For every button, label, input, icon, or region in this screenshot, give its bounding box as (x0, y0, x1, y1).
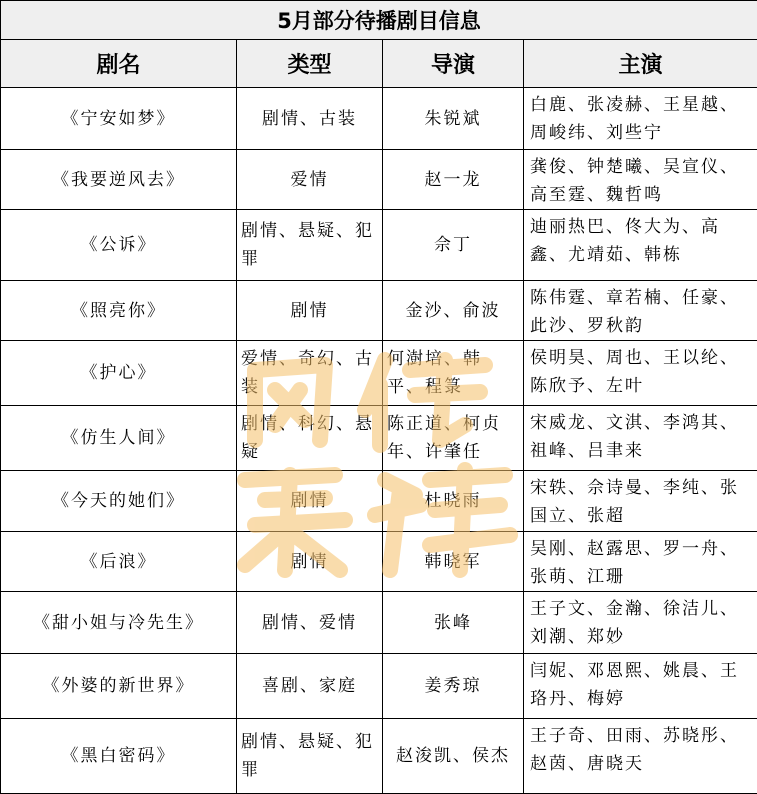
drama-name: 《照亮你》 (1, 281, 237, 341)
drama-cast: 迪丽热巴、佟大为、高鑫、尤靖茹、韩栋 (524, 210, 757, 281)
drama-cast: 王子奇、田雨、苏晓彤、赵茵、唐晓天 (524, 719, 757, 794)
drama-director: 朱锐斌 (383, 88, 524, 150)
drama-director: 张峰 (383, 592, 524, 654)
drama-director: 陈正道、柯贞年、许肇任 (383, 406, 524, 471)
drama-cast: 宋威龙、文淇、李鸿其、祖峰、吕聿来 (524, 406, 757, 471)
drama-genre: 剧情 (237, 532, 383, 592)
header-name: 剧名 (1, 40, 237, 88)
drama-cast: 宋轶、佘诗曼、李纯、张国立、张超 (524, 471, 757, 532)
drama-name: 《我要逆风去》 (1, 150, 237, 210)
drama-cast: 吴刚、赵露思、罗一舟、张萌、江珊 (524, 532, 757, 592)
drama-director: 姜秀琼 (383, 654, 524, 719)
drama-genre: 剧情、爱情 (237, 592, 383, 654)
drama-genre: 喜剧、家庭 (237, 654, 383, 719)
drama-cast: 侯明昊、周也、王以纶、陈欣予、左叶 (524, 341, 757, 406)
table-row (1, 281, 757, 341)
drama-name: 《公诉》 (1, 210, 237, 281)
drama-genre: 剧情、悬疑、犯罪 (237, 719, 383, 794)
drama-director: 佘丁 (383, 210, 524, 281)
table-title: 5月部分待播剧目信息 (1, 1, 757, 40)
header-row (1, 40, 757, 88)
drama-cast: 陈伟霆、章若楠、任豪、此沙、罗秋韵 (524, 281, 757, 341)
drama-director: 韩晓军 (383, 532, 524, 592)
table-row (1, 88, 757, 150)
header-cast: 主演 (524, 40, 757, 88)
table-row (1, 654, 757, 719)
drama-director: 杜晓雨 (383, 471, 524, 532)
drama-name: 《仿生人间》 (1, 406, 237, 471)
drama-genre: 剧情、古装 (237, 88, 383, 150)
drama-name: 《外婆的新世界》 (1, 654, 237, 719)
drama-cast: 闫妮、邓恩熙、姚晨、王珞丹、梅婷 (524, 654, 757, 719)
drama-genre: 爱情、奇幻、古装 (237, 341, 383, 406)
header-director: 导演 (383, 40, 524, 88)
table-row (1, 471, 757, 532)
drama-name: 《后浪》 (1, 532, 237, 592)
table-row (1, 341, 757, 406)
drama-director: 金沙、俞波 (383, 281, 524, 341)
drama-cast: 王子文、金瀚、徐洁儿、刘潮、郑妙 (524, 592, 757, 654)
drama-name: 《甜小姐与冷先生》 (1, 592, 237, 654)
drama-name: 《护心》 (1, 341, 237, 406)
table-row (1, 532, 757, 592)
drama-name: 《宁安如梦》 (1, 88, 237, 150)
drama-name: 《黑白密码》 (1, 719, 237, 794)
table-row (1, 719, 757, 794)
drama-cast: 龚俊、钟楚曦、吴宣仪、高至霆、魏哲鸣 (524, 150, 757, 210)
drama-genre: 剧情 (237, 471, 383, 532)
table-row (1, 592, 757, 654)
drama-genre: 剧情 (237, 281, 383, 341)
drama-genre: 剧情、科幻、悬疑 (237, 406, 383, 471)
drama-cast: 白鹿、张凌赫、王星越、周峻纬、刘些宁 (524, 88, 757, 150)
drama-director: 何澍培、韩平、程箓 (383, 341, 524, 406)
table-row (1, 150, 757, 210)
drama-genre: 剧情、悬疑、犯罪 (237, 210, 383, 281)
drama-director: 赵浚凯、侯杰 (383, 719, 524, 794)
table-row (1, 406, 757, 471)
drama-genre: 爱情 (237, 150, 383, 210)
table-row (1, 210, 757, 281)
header-genre: 类型 (237, 40, 383, 88)
drama-director: 赵一龙 (383, 150, 524, 210)
drama-name: 《今天的她们》 (1, 471, 237, 532)
